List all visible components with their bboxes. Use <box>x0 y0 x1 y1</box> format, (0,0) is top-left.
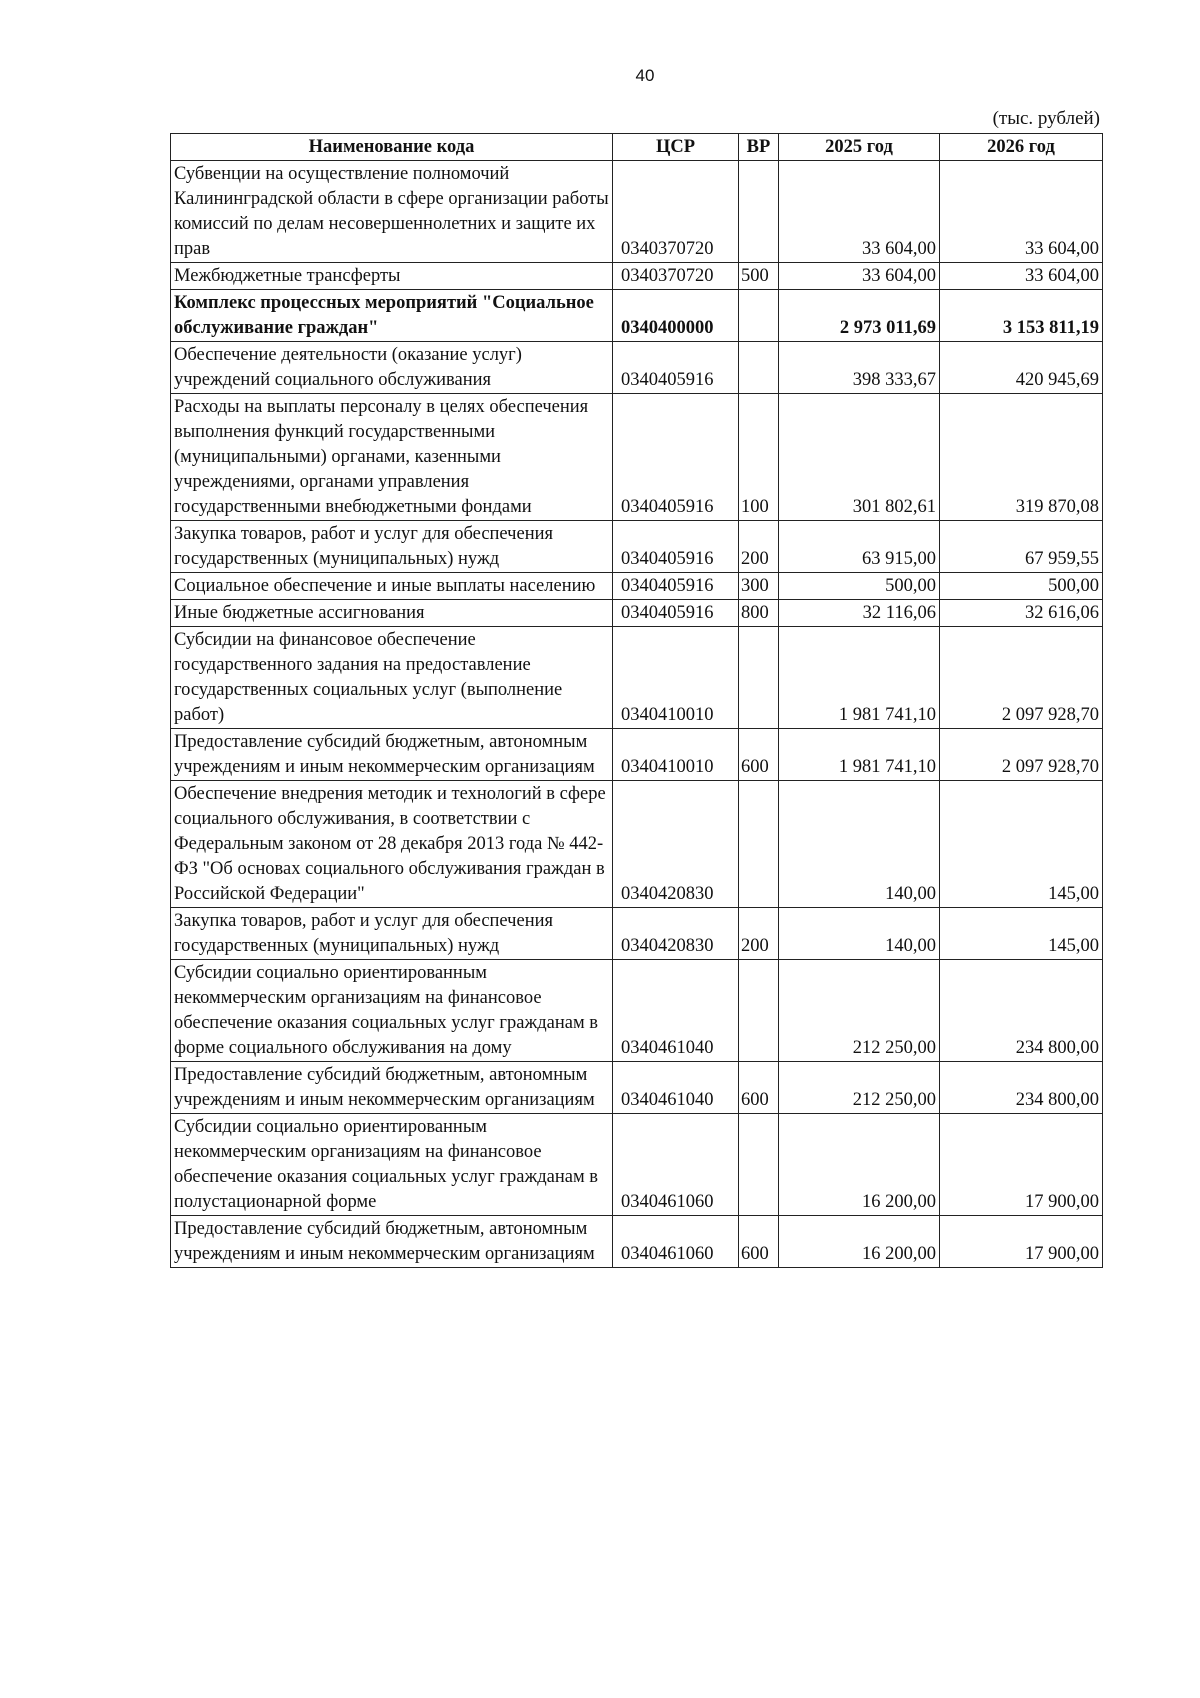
row-value-2025: 1 981 741,10 <box>779 627 940 729</box>
table-row <box>171 161 1103 263</box>
row-vr <box>739 960 779 1062</box>
row-name: Обеспечение деятельности (оказание услуг) учреждений социального обслуживания <box>171 342 613 394</box>
row-vr <box>739 161 779 263</box>
row-vr <box>739 781 779 908</box>
row-name: Субсидии на финансовое обеспечение государственного задания на предоставление государственных социальных услуг (выполнение работ) <box>171 627 613 729</box>
row-value-2025: 212 250,00 <box>779 1062 940 1114</box>
row-value-2025: 1 981 741,10 <box>779 729 940 781</box>
row-vr <box>739 1114 779 1216</box>
header-2025: 2025 год <box>779 134 940 161</box>
table-row <box>171 600 1103 627</box>
row-csr: 0340405916 <box>613 573 739 600</box>
row-value-2026: 33 604,00 <box>940 161 1103 263</box>
row-vr <box>739 290 779 342</box>
row-value-2026: 420 945,69 <box>940 342 1103 394</box>
row-csr: 0340405916 <box>613 394 739 521</box>
row-vr: 600 <box>739 1216 779 1268</box>
table-row <box>171 394 1103 521</box>
row-csr: 0340405916 <box>613 521 739 573</box>
row-name: Субсидии социально ориентированным некоммерческим организациям на финансовое обеспечение оказания социальных услуг гражданам в полустационарной форме <box>171 1114 613 1216</box>
row-value-2025: 212 250,00 <box>779 960 940 1062</box>
table-row <box>171 1216 1103 1268</box>
row-value-2025: 16 200,00 <box>779 1216 940 1268</box>
table-row <box>171 263 1103 290</box>
row-name: Расходы на выплаты персоналу в целях обеспечения выполнения функций государственными (муниципальными) органами, казенными учреждениями, органами управления государственными внебюджетными фондами <box>171 394 613 521</box>
row-vr <box>739 342 779 394</box>
row-vr: 600 <box>739 1062 779 1114</box>
row-vr: 200 <box>739 521 779 573</box>
table-row <box>171 1062 1103 1114</box>
row-csr: 0340461040 <box>613 1062 739 1114</box>
row-value-2026: 32 616,06 <box>940 600 1103 627</box>
table-body <box>171 161 1103 1268</box>
row-csr: 0340400000 <box>613 290 739 342</box>
row-name: Закупка товаров, работ и услуг для обеспечения государственных (муниципальных) нужд <box>171 521 613 573</box>
row-vr <box>739 627 779 729</box>
row-vr: 100 <box>739 394 779 521</box>
page-number: 40 <box>635 66 655 85</box>
row-value-2026: 145,00 <box>940 908 1103 960</box>
row-value-2026: 17 900,00 <box>940 1216 1103 1268</box>
row-value-2025: 500,00 <box>779 573 940 600</box>
table-row <box>171 1114 1103 1216</box>
row-csr: 0340405916 <box>613 600 739 627</box>
row-value-2026: 3 153 811,19 <box>940 290 1103 342</box>
units-label: (тыс. рублей) <box>992 108 1100 129</box>
row-value-2025: 2 973 011,69 <box>779 290 940 342</box>
row-vr: 800 <box>739 600 779 627</box>
row-value-2026: 2 097 928,70 <box>940 627 1103 729</box>
table-row <box>171 573 1103 600</box>
row-value-2025: 33 604,00 <box>779 161 940 263</box>
row-value-2025: 140,00 <box>779 908 940 960</box>
row-name: Обеспечение внедрения методик и технологий в сфере социального обслуживания, в соответствии с Федеральным законом от 28 декабря 2013 года № 442-ФЗ "Об основах социального обслуживания граждан в Российской Федерации" <box>171 781 613 908</box>
row-csr: 0340461040 <box>613 960 739 1062</box>
row-csr: 0340370720 <box>613 263 739 290</box>
header-csr: ЦСР <box>613 134 739 161</box>
table-row <box>171 290 1103 342</box>
row-csr: 0340410010 <box>613 627 739 729</box>
row-csr: 0340410010 <box>613 729 739 781</box>
header-vr: ВР <box>739 134 779 161</box>
row-value-2025: 33 604,00 <box>779 263 940 290</box>
row-value-2025: 301 802,61 <box>779 394 940 521</box>
row-value-2026: 145,00 <box>940 781 1103 908</box>
row-csr: 0340405916 <box>613 342 739 394</box>
header-2026: 2026 год <box>940 134 1103 161</box>
row-value-2026: 234 800,00 <box>940 1062 1103 1114</box>
row-value-2025: 63 915,00 <box>779 521 940 573</box>
row-name: Предоставление субсидий бюджетным, автономным учреждениям и иным некоммерческим организациям <box>171 729 613 781</box>
row-name: Предоставление субсидий бюджетным, автономным учреждениям и иным некоммерческим организациям <box>171 1216 613 1268</box>
row-value-2025: 32 116,06 <box>779 600 940 627</box>
row-name: Закупка товаров, работ и услуг для обеспечения государственных (муниципальных) нужд <box>171 908 613 960</box>
row-name: Социальное обеспечение и иные выплаты населению <box>171 573 613 600</box>
table-row <box>171 729 1103 781</box>
row-csr: 0340370720 <box>613 161 739 263</box>
table-header-row <box>171 134 1103 161</box>
row-name: Иные бюджетные ассигнования <box>171 600 613 627</box>
row-name: Субсидии социально ориентированным некоммерческим организациям на финансовое обеспечение оказания социальных услуг гражданам в форме социального обслуживания на дому <box>171 960 613 1062</box>
table-row <box>171 627 1103 729</box>
row-value-2026: 67 959,55 <box>940 521 1103 573</box>
row-name: Межбюджетные трансферты <box>171 263 613 290</box>
row-name: Предоставление субсидий бюджетным, автономным учреждениям и иным некоммерческим организациям <box>171 1062 613 1114</box>
row-vr: 200 <box>739 908 779 960</box>
row-value-2026: 319 870,08 <box>940 394 1103 521</box>
row-value-2026: 500,00 <box>940 573 1103 600</box>
row-csr: 0340420830 <box>613 908 739 960</box>
row-value-2026: 2 097 928,70 <box>940 729 1103 781</box>
row-vr: 500 <box>739 263 779 290</box>
row-value-2025: 16 200,00 <box>779 1114 940 1216</box>
table-row <box>171 781 1103 908</box>
budget-table <box>170 133 1103 1268</box>
row-value-2026: 33 604,00 <box>940 263 1103 290</box>
row-name: Субвенции на осуществление полномочий Калининградской области в сфере организации работы комиссий по делам несовершеннолетних и защите их прав <box>171 161 613 263</box>
row-vr: 300 <box>739 573 779 600</box>
row-name: Комплекс процессных мероприятий "Социальное обслуживание граждан" <box>171 290 613 342</box>
row-csr: 0340461060 <box>613 1114 739 1216</box>
row-value-2025: 398 333,67 <box>779 342 940 394</box>
row-csr: 0340461060 <box>613 1216 739 1268</box>
row-value-2025: 140,00 <box>779 781 940 908</box>
row-value-2026: 17 900,00 <box>940 1114 1103 1216</box>
header-name: Наименование кода <box>171 134 613 161</box>
row-value-2026: 234 800,00 <box>940 960 1103 1062</box>
row-csr: 0340420830 <box>613 781 739 908</box>
table-row <box>171 521 1103 573</box>
table-row <box>171 342 1103 394</box>
row-vr: 600 <box>739 729 779 781</box>
table-row <box>171 908 1103 960</box>
table-row <box>171 960 1103 1062</box>
